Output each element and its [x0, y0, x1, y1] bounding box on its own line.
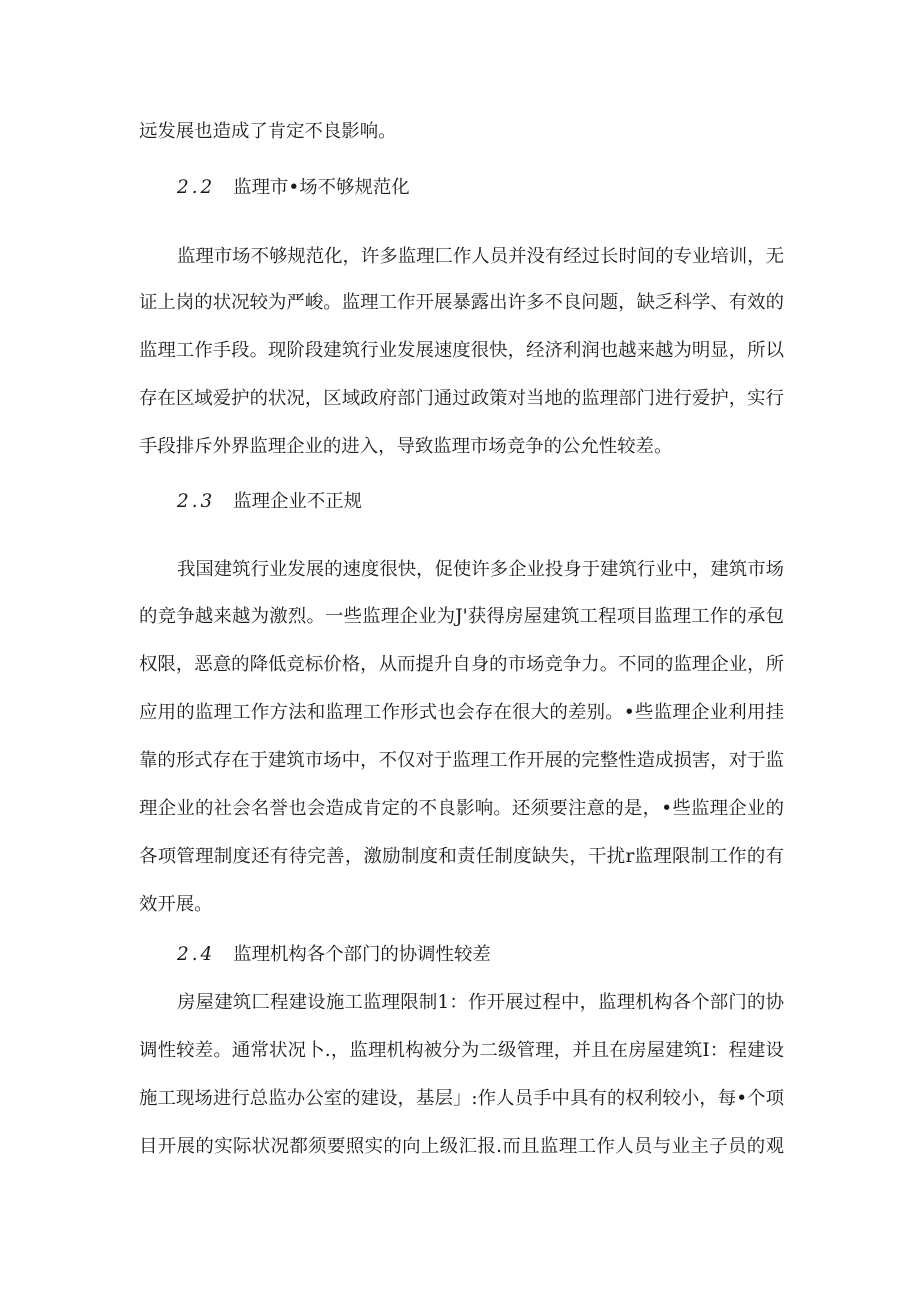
- paragraph-line: 调性较差。通常状况卜.，监理机构被分为二级管理，并且在房屋建筑I：程建设: [139, 1040, 784, 1061]
- paragraph-line: 靠的形式存在于建筑市场中，不仅对于监理工作开展的完整性造成损害，对于监: [139, 750, 784, 771]
- paragraph-line: 目开展的实际状况都须要照实的向上级汇报.而且监理工作人员与业主子员的观: [139, 1136, 784, 1157]
- section-title: 监理机构各个部门的协调性较差: [233, 944, 491, 965]
- paragraph-line: 的竞争越来越为激烈。一些监理企业为J'获得房屋建筑工程项目监理工作的承包: [139, 606, 784, 627]
- paragraph-line: 房屋建筑匚程建设施工监理限制1：作开展过程中，监理机构各个部门的协: [177, 992, 784, 1013]
- paragraph-line: 施工现场进行总监办公室的建设，基层」:作人员手中具有的权利较小，每•个项: [139, 1088, 784, 1109]
- paragraph-line: 权限，恶意的降低竞标价格，从而提升自身的市场竞争力。不同的监理企业，所: [139, 654, 784, 675]
- paragraph-line: 各项管理制度还有待完善，激励制度和责任制度缺失，干扰r监理限制工作的有: [139, 846, 784, 867]
- paragraph-line: 证上岗的状况较为严峻。监理工作开展暴露出许多不良问题，缺乏科学、有效的: [139, 292, 784, 313]
- section-number: 2.3: [177, 491, 216, 512]
- section-number: 2.2: [177, 177, 216, 198]
- paragraph-line: 监理市场不够规范化，许多监理匚作人员并没有经过长时间的专业培训，无: [177, 246, 784, 267]
- paragraph-line: 监理工作手段。现阶段建筑行业发展速度很快，经济利润也越来越为明显，所以: [139, 340, 784, 361]
- section-number: 2.4: [177, 944, 216, 965]
- paragraph-line: 手段排斥外界监理企业的进入，导致监理市场竞争的公允性较差。: [139, 436, 673, 457]
- section-title: 监理企业不正规: [233, 491, 362, 512]
- section-heading-2-4: [177, 940, 491, 970]
- paragraph-line: 应用的监理工作方法和监理工作形式也会存在很大的差别。•些监理企业利用挂: [139, 702, 784, 723]
- section-heading-2-3: [177, 487, 362, 517]
- paragraph-line: 效开展。: [139, 894, 213, 915]
- section-title: 监理市•场不够规范化: [233, 177, 410, 198]
- paragraph-line: 我国建筑行业发展的速度很快，促使许多企业投身于建筑行业中，建筑市场: [177, 559, 784, 580]
- paragraph-line: 远发展也造成了肯定不良影响。: [139, 121, 397, 142]
- section-heading-2-2: [177, 173, 410, 203]
- paragraph-line: 存在区域爱护的状况，区域政府部门通过政策对当地的监理部门进行爱护，实行: [139, 388, 784, 409]
- paragraph-line: 理企业的社会名誉也会造成肯定的不良影响。还须要注意的是，•些监理企业的: [139, 798, 784, 819]
